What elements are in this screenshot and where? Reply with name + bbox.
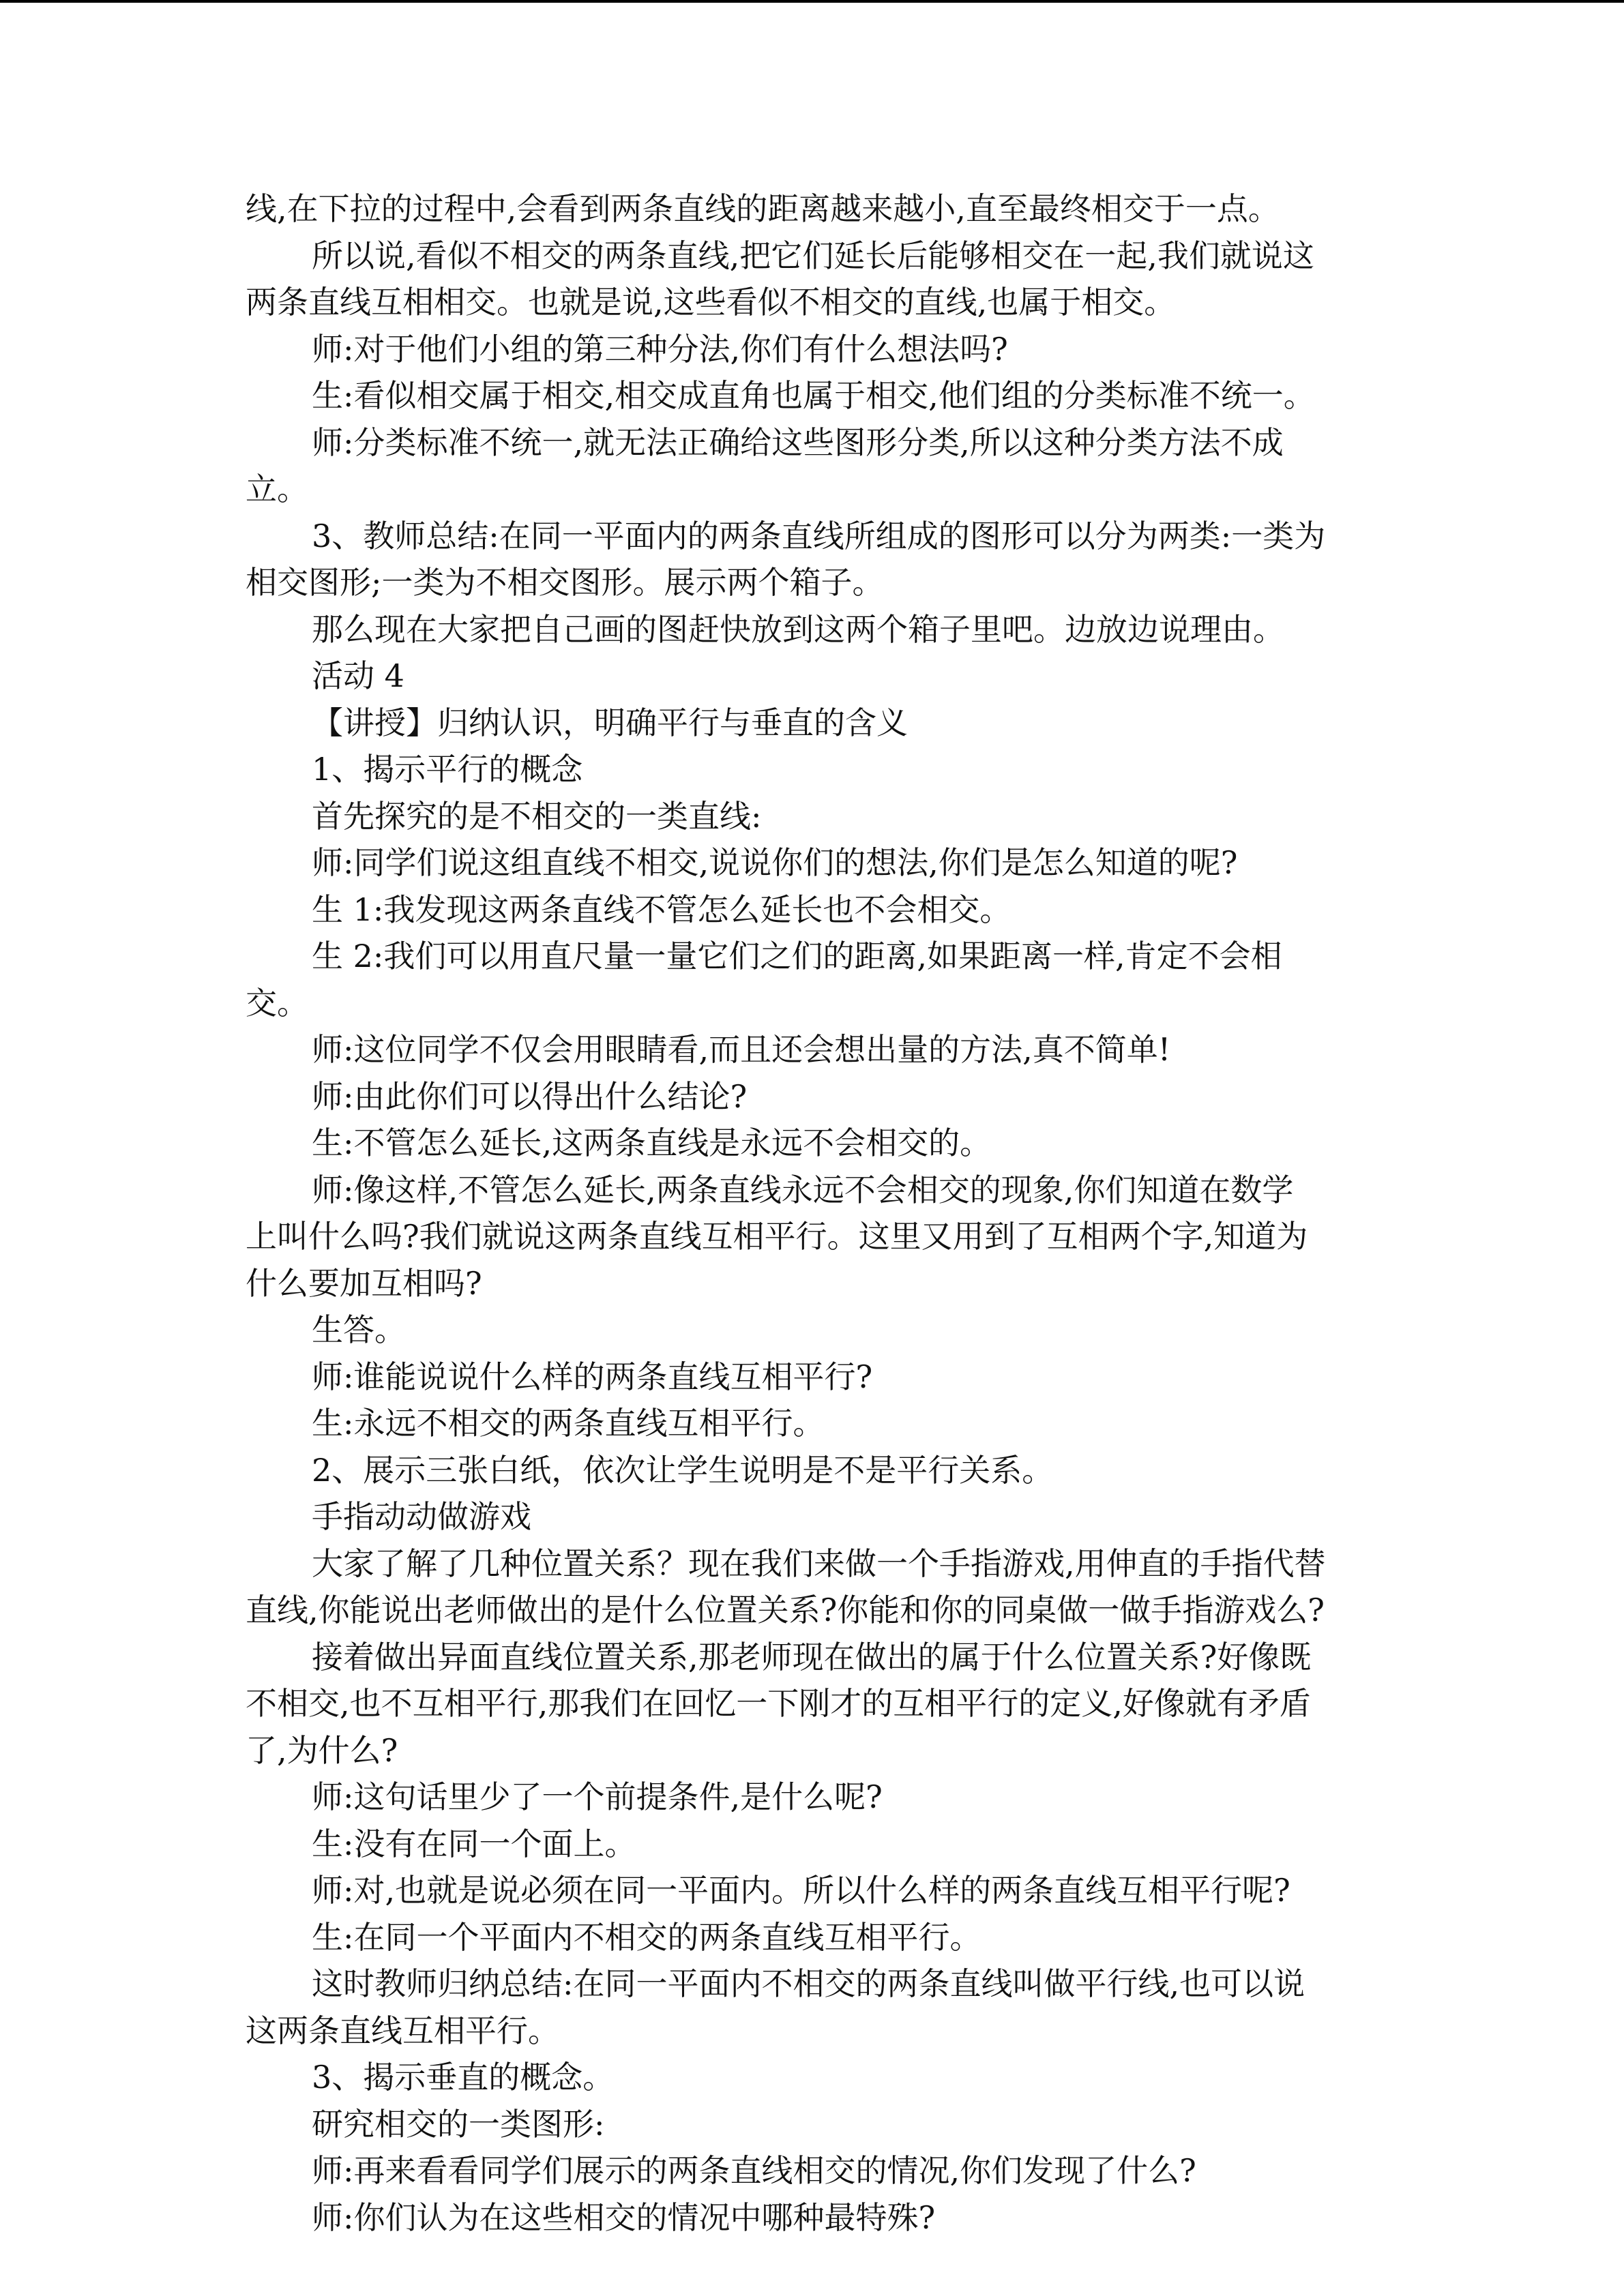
page-top-border: [0, 0, 1624, 3]
text-line: 师:你们认为在这些相交的情况中哪种最特殊?: [312, 2198, 936, 2236]
text-line: 首先探究的是不相交的一类直线:: [312, 797, 762, 835]
text-line: 师:对,也就是说必须在同一平面内。所以什么样的两条直线互相平行呢?: [312, 1872, 1290, 1909]
document-page: [246, 185, 1383, 2241]
text-line: 相交图形;一类为不相交图形。展示两个箱子。: [246, 564, 884, 601]
text-line: 师:同学们说这组直线不相交,说说你们的想法,你们是怎么知道的呢?: [312, 844, 1238, 881]
text-line: 2、展示三张白纸，依次让学生说明是不是平行关系。: [312, 1451, 1054, 1489]
text-line: 师:分类标准不统一,就无法正确给这些图形分类,所以这种分类方法不成: [312, 423, 1284, 461]
text-line: 生:永远不相交的两条直线互相平行。: [312, 1405, 825, 1442]
text-line: 师:这位同学不仅会用眼睛看,而且还会想出量的方法,真不简单!: [312, 1031, 1171, 1068]
text-line: 两条直线互相相交。也就是说,这些看似不相交的直线,也属于相交。: [246, 284, 1176, 320]
text-line: 【讲授】归纳认识，明确平行与垂直的含义: [312, 704, 908, 741]
text-line: 研究相交的一类图形:: [312, 2105, 605, 2143]
text-line: 不相交,也不互相平行,那我们在回忆一下刚才的互相平行的定义,好像就有矛盾: [246, 1685, 1311, 1722]
text-line: 立。: [246, 471, 308, 507]
text-line: 3、教师总结:在同一平面内的两条直线所组成的图形可以分为两类:一类为: [312, 517, 1326, 554]
text-line: 1、揭示平行的概念: [312, 751, 583, 788]
text-line: 生 2:我们可以用直尺量一量它们之们的距离,如果距离一样,肯定不会相: [312, 938, 1282, 974]
text-line: 接着做出异面直线位置关系,那老师现在做出的属于什么位置关系?好像既: [312, 1638, 1312, 1675]
text-line: 了,为什么?: [246, 1731, 398, 1769]
text-line: 师:像这样,不管怎么延长,两条直线永远不会相交的现象,你们知道在数学: [312, 1171, 1294, 1208]
text-line: 生:没有在同一个面上。: [312, 1825, 636, 1862]
text-line: 大家了解了几种位置关系？现在我们来做一个手指游戏,用伸直的手指代替: [312, 1545, 1326, 1582]
text-line: 生:在同一个平面内不相交的两条直线互相平行。: [312, 1918, 981, 1956]
text-line: 什么要加互相吗?: [246, 1264, 482, 1302]
text-line: 师:由此你们可以得出什么结论?: [312, 1077, 748, 1115]
text-line: 活动 4: [312, 657, 404, 694]
text-line: 直线,你能说出老师做出的是什么位置关系?你能和你的同桌做一做手指游戏么?: [246, 1592, 1325, 1628]
text-line: 生:不管怎么延长,这两条直线是永远不会相交的。: [312, 1124, 992, 1161]
text-line: 生答。: [312, 1311, 406, 1348]
text-line: 3、揭示垂直的概念。: [312, 2059, 615, 2096]
text-line: 师:再来看看同学们展示的两条直线相交的情况,你们发现了什么?: [312, 2152, 1196, 2189]
text-line: 生:看似相交属于相交,相交成直角也属于相交,他们组的分类标准不统一。: [312, 377, 1315, 414]
text-line: 师:对于他们小组的第三种分法,你们有什么想法吗?: [312, 330, 1008, 368]
text-line: 上叫什么吗?我们就说这两条直线互相平行。这里又用到了互相两个字,知道为: [246, 1218, 1308, 1255]
text-line: 师:谁能说说什么样的两条直线互相平行?: [312, 1358, 873, 1395]
text-line: 那么现在大家把自己画的图赶快放到这两个箱子里吧。边放边说理由。: [312, 610, 1284, 648]
text-line: 线,在下拉的过程中,会看到两条直线的距离越来越小,直至最终相交于一点。: [246, 190, 1280, 227]
text-line: 手指动动做游戏: [312, 1498, 531, 1535]
text-line: 师:这句话里少了一个前提条件,是什么呢?: [312, 1778, 883, 1815]
text-line: 这时教师归纳总结:在同一平面内不相交的两条直线叫做平行线,也可以说: [312, 1965, 1305, 2002]
text-line: 所以说,看似不相交的两条直线,把它们延长后能够相交在一起,我们就说这: [312, 237, 1314, 274]
text-line: 这两条直线互相平行。: [246, 2012, 559, 2049]
text-line: 交。: [246, 984, 308, 1022]
text-line: 生 1:我发现这两条直线不管怎么延长也不会相交。: [312, 891, 1012, 928]
